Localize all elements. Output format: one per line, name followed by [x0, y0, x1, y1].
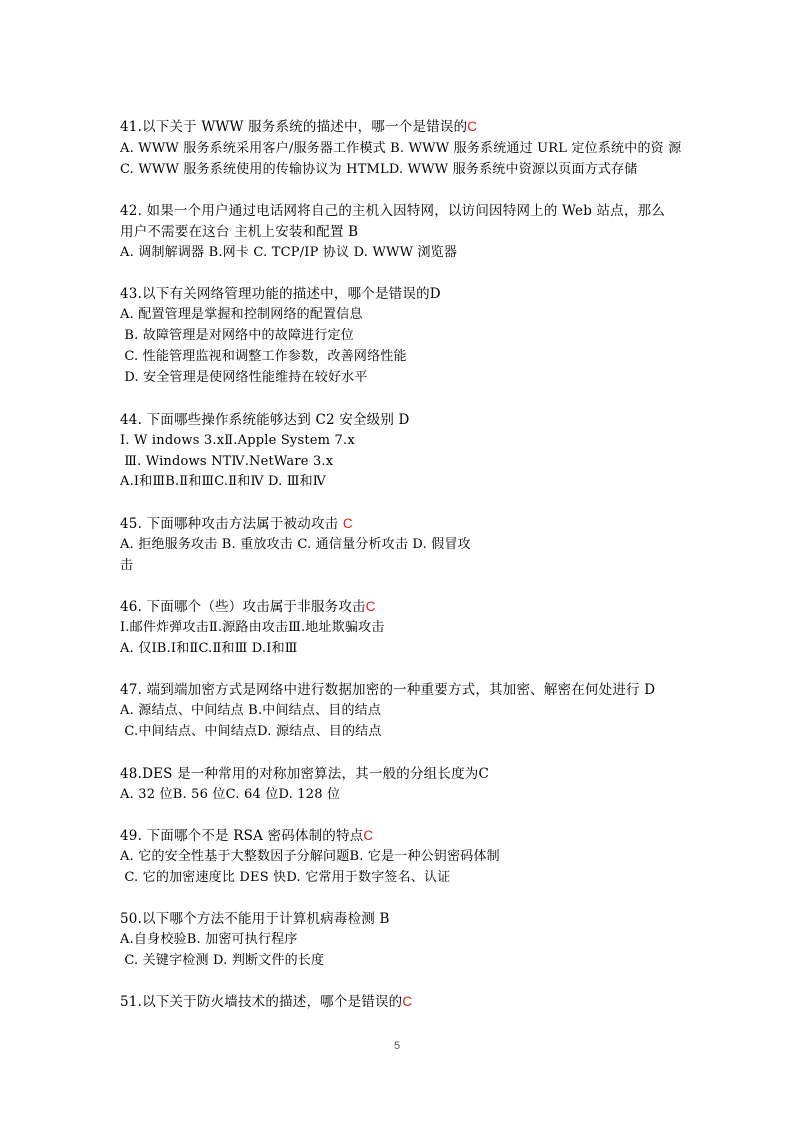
option-line: A. 源结点、中间结点 B.中间结点、目的结点 — [120, 703, 382, 718]
question-51: 51.以下关于防火墙技术的描述，哪个是错误的C — [120, 994, 413, 1010]
option-line: A. 配置管理是掌握和控制网络的配置信息 — [120, 307, 363, 322]
answer-45: C — [342, 516, 353, 531]
option-line: C. WWW 服务系统使用的传输协议为 HTMLD. WWW 服务系统中资源以页面方式存储 — [120, 162, 638, 177]
option-line: A.Ⅰ和ⅢB.Ⅱ和ⅢC.Ⅱ和Ⅳ D. Ⅲ和Ⅳ — [120, 474, 326, 489]
option-line: A. 拒绝服务攻击 B. 重放攻击 C. 通信量分析攻击 D. 假冒攻 — [120, 537, 471, 552]
question-45: 45. 下面哪种攻击方法属于被动攻击 C — [120, 516, 353, 532]
option-line: A. 仅ⅠB.Ⅰ和ⅡC.Ⅱ和Ⅲ D.Ⅰ和Ⅲ — [120, 641, 298, 656]
option-line: C. 性能管理监视和调整工作参数，改善网络性能 — [120, 349, 407, 364]
question-43: 43.以下有关网络管理功能的描述中，哪个是错误的D — [120, 286, 441, 302]
question-42: 42. 如果一个用户通过电话网将自己的主机入因特网，以访问因特网上的 Web 站点，那么 — [120, 203, 666, 219]
option-line: Ⅲ. Windows NTⅣ.NetWare 3.x — [120, 454, 334, 469]
option-line: A. WWW 服务系统采用客户/服务器工作模式 B. WWW 服务系统通过 URL 定位系统中的资 源 — [120, 141, 682, 156]
option-line: A. 32 位B. 56 位C. 64 位D. 128 位 — [120, 787, 341, 802]
question-50: 50.以下哪个方法不能用于计算机病毒检测 B — [120, 911, 390, 927]
question-41: 41.以下关于 WWW 服务系统的描述中，哪一个是错误的C — [120, 119, 478, 135]
option-line: A.自身校验B. 加密可执行程序 — [120, 932, 298, 947]
option-line: A. 调制解调器 B.网卡 C. TCP/IP 协议 D. WWW 浏览器 — [120, 245, 458, 260]
answer-41: C — [467, 119, 478, 134]
option-line: C. 关键字检测 D. 判断文件的长度 — [120, 953, 325, 968]
question-49: 49. 下面哪个不是 RSA 密码体制的特点C — [120, 828, 374, 844]
question-46: 46. 下面哪个（些）攻击属于非服务攻击C — [120, 599, 376, 615]
option-line: 击 — [120, 558, 134, 573]
answer-51: C — [402, 994, 413, 1009]
question-42-cont: 用户不需要在这台 主机上安装和配置 B — [120, 224, 359, 240]
option-line: C. 它的加密速度比 DES 快D. 它常用于数字签名、认证 — [120, 870, 451, 885]
option-line: Ⅰ.邮件炸弹攻击Ⅱ.源路由攻击Ⅲ.地址欺骗攻击 — [120, 620, 385, 635]
page-number: 5 — [393, 1040, 401, 1052]
question-44: 44. 下面哪些操作系统能够达到 C2 安全级别 D — [120, 412, 410, 428]
option-line: D. 安全管理是使网络性能维持在较好水平 — [120, 370, 368, 385]
option-line: Ⅰ. W indows 3.xⅡ.Apple System 7.x — [120, 433, 355, 448]
question-47: 47. 端到端加密方式是网络中进行数据加密的一种重要方式，其加密、解密在何处进行 D — [120, 682, 656, 698]
option-line: C.中间结点、中间结点D. 源结点、目的结点 — [120, 724, 382, 739]
answer-46: C — [365, 599, 376, 614]
question-48: 48.DES 是一种常用的对称加密算法，其一般的分组长度为C — [120, 766, 490, 782]
option-line: A. 它的安全性基于大整数因子分解问题B. 它是一种公钥密码体制 — [120, 849, 500, 864]
option-line: B. 故障管理是对网络中的故障进行定位 — [120, 328, 354, 343]
answer-49: C — [363, 828, 374, 843]
